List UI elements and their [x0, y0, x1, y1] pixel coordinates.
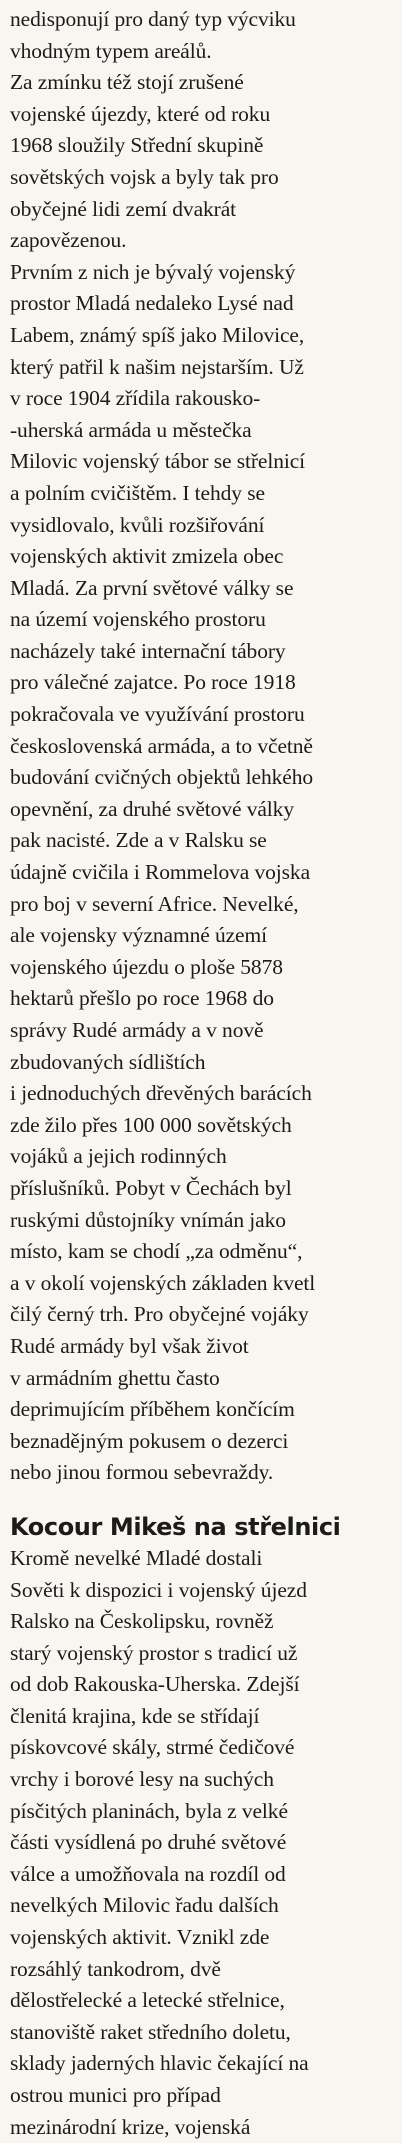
text-line: vysidlovalo, kvůli rozšiřování [10, 512, 265, 537]
text-line: prostor Mladá nedaleko Lysé nad [10, 291, 294, 316]
text-line: Prvním z nich je bývalý vojenský [10, 259, 296, 284]
text-line: pískovcové skály, strmé čedičové [10, 1735, 295, 1760]
text-line: mezinárodní krize, vojenská [10, 2114, 251, 2139]
text-line: vrchy i borové lesy na suchých [10, 1767, 274, 1792]
text-line: vojáků a jejich rodinných [10, 1144, 227, 1169]
text-line: písčitých planinách, byla z velké [10, 1798, 288, 1823]
text-line: hektarů přešlo po roce 1968 do [10, 986, 274, 1011]
text-line: sovětských vojsk a byly tak pro [10, 164, 279, 189]
text-line: čilý černý trh. Pro obyčejné vojáky [10, 1302, 309, 1327]
text-line: vojenského újezdu o ploše 5878 [10, 954, 283, 979]
section-heading: Kocour Mikeš na střelnici [10, 1512, 341, 1541]
text-line: pro válečné zajatce. Po roce 1918 [10, 670, 296, 695]
text-line: starý vojenský prostor s tradicí už [10, 1640, 298, 1665]
text-line: správy Rudé armády a v nově [10, 1018, 264, 1042]
text-line: ostrou munici pro případ [10, 2083, 221, 2107]
text-line: členitá krajina, kde se střídají [10, 1703, 260, 1728]
article-text-section-1 [10, 4, 390, 1489]
article-text-section-2 [10, 1543, 390, 2143]
text-line: 1968 sloužily Střední skupině [10, 133, 264, 158]
text-line: nevelkých Milovic řadu dalších [10, 1893, 279, 1918]
text-line: opevnění, za druhé světové války [10, 796, 294, 821]
text-line: pokračovala ve využívání prostoru [10, 702, 305, 727]
text-line: nacházely také internační tábory [10, 638, 286, 663]
text-line: na území vojenského prostoru [10, 607, 266, 632]
text-line: Rudé armády byl však život [10, 1333, 249, 1358]
text-line: Kromě nevelké Mladé dostali [10, 1545, 263, 1570]
text-line: vojenské újezdy, které od roku [10, 101, 271, 126]
text-line: válce a umožňovala na rozdíl od [10, 1861, 286, 1886]
text-line: i jednoduchých dřevěných barácích [10, 1081, 312, 1106]
text-line: nedisponují pro daný typ výcviku [10, 7, 296, 31]
text-line: zde žilo přes 100 000 sovětských [10, 1112, 292, 1137]
text-line: který patřil k našim nejstarším. Už [10, 354, 304, 379]
text-line: a v okolí vojenských základen kvetl [10, 1270, 316, 1295]
text-line: dělostřelecké a letecké střelnice, [10, 1988, 285, 2013]
text-line: Sověti k dispozici i vojenský újezd [10, 1577, 307, 1602]
text-line: pro boj v severní Africe. Nevelké, [10, 891, 299, 916]
text-line: rozsáhlý tankodrom, dvě [10, 1956, 221, 1981]
text-line: vhodným typem areálů. [10, 38, 212, 63]
text-line: Za zmínku též stojí zrušené [10, 70, 244, 95]
text-line: místo, kam se chodí „za odměnu“, [10, 1239, 303, 1264]
text-line: -uherská armáda u městečka [10, 417, 252, 442]
text-line: pak nacisté. Zde a v Ralsku se [10, 828, 267, 853]
text-line: od dob Rakouska-Uherska. Zdejší [10, 1672, 300, 1697]
text-line: obyčejné lidi zemí dvakrát [10, 196, 237, 221]
text-line: ale vojensky významné území [10, 923, 268, 948]
text-line: sklady jaderných hlavic čekající na [10, 2051, 309, 2076]
text-line: a polním cvičištěm. I tehdy se [10, 480, 265, 505]
text-line: příslušníků. Pobyt v Čechách byl [10, 1175, 292, 1200]
text-line: v roce 1904 zřídila rakousko- [10, 386, 261, 411]
text-line: nebo jinou formou sebevraždy. [10, 1460, 274, 1485]
text-line: beznadějným pokusem o dezerci [10, 1428, 289, 1453]
text-line: Ralsko na Českolipsku, rovněž [10, 1609, 274, 1634]
text-line: Milovic vojenský tábor se střelnicí [10, 449, 306, 474]
text-line: zapovězenou. [10, 228, 127, 253]
text-line: vojenských aktivit. Vznikl zde [10, 1925, 270, 1950]
text-line: vojenských aktivit zmizela obec [10, 544, 284, 569]
text-line: zbudovaných sídlištích [10, 1049, 206, 1074]
text-line: části vysídlená po druhé světové [10, 1830, 287, 1855]
text-line: budování cvičných objektů lehkého [10, 765, 313, 790]
text-line: v armádním ghettu často [10, 1365, 220, 1390]
text-line: ruskými důstojníky vnímán jako [10, 1207, 286, 1232]
text-line: Mladá. Za první světové války se [10, 575, 294, 600]
text-line: stanoviště raket středního doletu, [10, 2019, 291, 2044]
text-line: Labem, známý spíš jako Milovice, [10, 322, 305, 347]
text-line: údajně cvičila i Rommelova vojska [10, 860, 311, 885]
text-line: deprimujícím příběhem končícím [10, 1397, 295, 1422]
text-line: československá armáda, a to včetně [10, 733, 313, 758]
